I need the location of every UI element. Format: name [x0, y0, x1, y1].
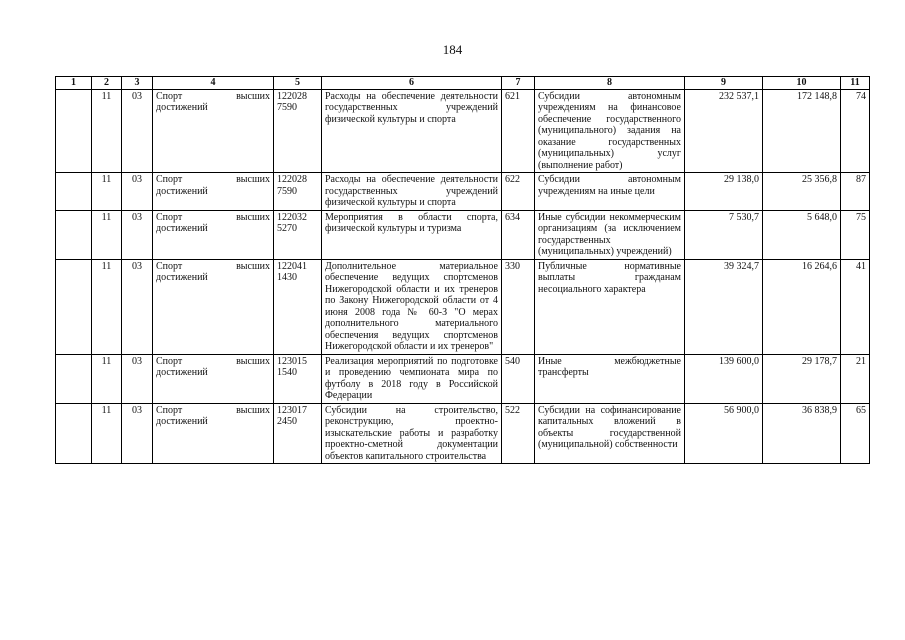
- code-part: 1540: [277, 367, 297, 378]
- col-header: 4: [153, 77, 274, 90]
- code-part: 2450: [277, 416, 297, 427]
- page-number: 184: [442, 42, 463, 57]
- cell-index: [56, 403, 92, 464]
- cell-plan: 139 600,0: [685, 354, 763, 403]
- cell-actual: 29 178,7: [763, 354, 841, 403]
- cell-percent: 87: [841, 173, 870, 211]
- cell-index: [56, 259, 92, 354]
- sport-word: достижений: [156, 185, 208, 197]
- cell-actual: 5 648,0: [763, 210, 841, 259]
- sport-word: Спорт: [156, 404, 183, 416]
- code-part: 122028: [277, 174, 307, 185]
- cell-index: [56, 210, 92, 259]
- cell-plan: 232 537,1: [685, 89, 763, 173]
- sport-word: высших: [236, 355, 270, 367]
- cell-percent: 74: [841, 89, 870, 173]
- code-part: 1430: [277, 272, 297, 283]
- cell-subsection-name: [153, 354, 274, 403]
- cell-plan: 29 138,0: [685, 173, 763, 211]
- cell-target-code: [274, 210, 322, 259]
- cell-section: 11: [92, 403, 122, 464]
- sport-word: достижений: [156, 102, 208, 113]
- cell-expense-type: 622: [502, 173, 535, 211]
- col-header: 10: [763, 77, 841, 90]
- sport-word: Спорт: [156, 90, 183, 102]
- cell-actual: 36 838,9: [763, 403, 841, 464]
- col-header: 7: [502, 77, 535, 90]
- cell-expense-type: 621: [502, 89, 535, 173]
- sport-word: Спорт: [156, 355, 183, 367]
- cell-subsection: 03: [122, 89, 153, 173]
- budget-table: [55, 76, 870, 464]
- sport-word: высших: [236, 90, 270, 102]
- code-part: 122032: [277, 211, 307, 223]
- sport-word: Спорт: [156, 260, 183, 272]
- cell-percent: 41: [841, 259, 870, 354]
- cell-section: 11: [92, 210, 122, 259]
- cell-subsection: 03: [122, 354, 153, 403]
- code-part: 5270: [277, 223, 297, 234]
- cell-target-code: [274, 259, 322, 354]
- cell-subsection-name: [153, 210, 274, 259]
- cell-target-name: Субсидии на строительство, реконструкцию, проектно-изыскательские работы и разработку проектно-сметной документации объектов капитального строительства: [322, 403, 502, 464]
- header-row: [56, 77, 870, 90]
- sport-word: достижений: [156, 416, 208, 427]
- table-row: [56, 173, 870, 211]
- cell-expense-name: Иные субсидии некоммерческим организациям (за исключением государственных (муниципальных) учреждений): [535, 210, 685, 259]
- cell-subsection-name: [153, 173, 274, 211]
- code-part: 7590: [277, 185, 297, 197]
- cell-section: 11: [92, 89, 122, 173]
- code-part: 123015: [277, 355, 307, 367]
- cell-expense-name: Публичные нормативные выплаты гражданам несоциального характера: [535, 259, 685, 354]
- cell-section: 11: [92, 354, 122, 403]
- cell-section: 11: [92, 173, 122, 211]
- cell-target-name: Дополнительное материальное обеспечение ведущих спортсменов Нижегородской области и их тренеров по Закону Нижегородской области от 4 июня 2008 года № 60-З "О мерах дополнительного материального обеспечения ведущих спортсменов Нижегородской области и их тренеров": [322, 259, 502, 354]
- cell-index: [56, 354, 92, 403]
- sport-word: достижений: [156, 223, 208, 234]
- cell-target-name: Мероприятия в области спорта, физической культуры и туризма: [322, 210, 502, 259]
- cell-target-code: [274, 403, 322, 464]
- table-row: [56, 354, 870, 403]
- cell-actual: 16 264,6: [763, 259, 841, 354]
- sport-word: достижений: [156, 272, 208, 283]
- cell-subsection: 03: [122, 259, 153, 354]
- cell-actual: 172 148,8: [763, 89, 841, 173]
- cell-subsection-name: [153, 259, 274, 354]
- sport-word: высших: [236, 211, 270, 223]
- cell-expense-name: Субсидии на софинансирование капитальных вложений в объекты государственной (муниципальной) собственности: [535, 403, 685, 464]
- sport-word: достижений: [156, 367, 208, 378]
- sport-word: Спорт: [156, 174, 183, 185]
- cell-expense-type: 330: [502, 259, 535, 354]
- cell-plan: 56 900,0: [685, 403, 763, 464]
- cell-plan: 39 324,7: [685, 259, 763, 354]
- code-part: 122028: [277, 90, 307, 102]
- table-row: [56, 259, 870, 354]
- cell-subsection: 03: [122, 403, 153, 464]
- cell-target-name: Расходы на обеспечение деятельности государственных учреждений физической культуры и спорта: [322, 89, 502, 173]
- cell-target-code: [274, 173, 322, 211]
- table-row: [56, 403, 870, 464]
- cell-expense-name: Субсидии автономным учреждениям на иные цели: [535, 173, 685, 211]
- cell-subsection: 03: [122, 210, 153, 259]
- col-header: 5: [274, 77, 322, 90]
- table-row: [56, 210, 870, 259]
- code-part: 122041: [277, 260, 307, 272]
- sport-word: высших: [236, 260, 270, 272]
- table-row: [56, 89, 870, 173]
- sport-word: высших: [236, 404, 270, 416]
- cell-section: 11: [92, 259, 122, 354]
- sport-word: Спорт: [156, 211, 183, 223]
- cell-actual: 25 356,8: [763, 173, 841, 211]
- cell-index: [56, 89, 92, 173]
- sport-word: высших: [236, 174, 270, 185]
- cell-target-name: Расходы на обеспечение деятельности государственных учреждений физической культуры и спорта: [322, 173, 502, 211]
- cell-percent: 75: [841, 210, 870, 259]
- cell-target-name: Реализация мероприятий по подготовке и проведению чемпионата мира по футболу в 2018 году в Российской Федерации: [322, 354, 502, 403]
- code-part: 7590: [277, 102, 297, 113]
- cell-plan: 7 530,7: [685, 210, 763, 259]
- cell-expense-type: 522: [502, 403, 535, 464]
- code-part: 123017: [277, 404, 307, 416]
- cell-percent: 65: [841, 403, 870, 464]
- cell-expense-name: Субсидии автономным учреждениям на финансовое обеспечение государственного (муниципального) задания на оказание государственных (муниципальных) услуг (выполнение работ): [535, 89, 685, 173]
- col-header: 6: [322, 77, 502, 90]
- cell-subsection-name: [153, 89, 274, 173]
- cell-percent: 21: [841, 354, 870, 403]
- col-header: 8: [535, 77, 685, 90]
- cell-expense-type: 540: [502, 354, 535, 403]
- col-header: 9: [685, 77, 763, 90]
- cell-target-code: [274, 89, 322, 173]
- cell-subsection: 03: [122, 173, 153, 211]
- col-header: 2: [92, 77, 122, 90]
- cell-target-code: [274, 354, 322, 403]
- col-header: 1: [56, 77, 92, 90]
- cell-subsection-name: [153, 403, 274, 464]
- cell-index: [56, 173, 92, 211]
- cell-expense-type: 634: [502, 210, 535, 259]
- col-header: 11: [841, 77, 870, 90]
- col-header: 3: [122, 77, 153, 90]
- cell-expense-name: Иные межбюджетные трансферты: [535, 354, 685, 403]
